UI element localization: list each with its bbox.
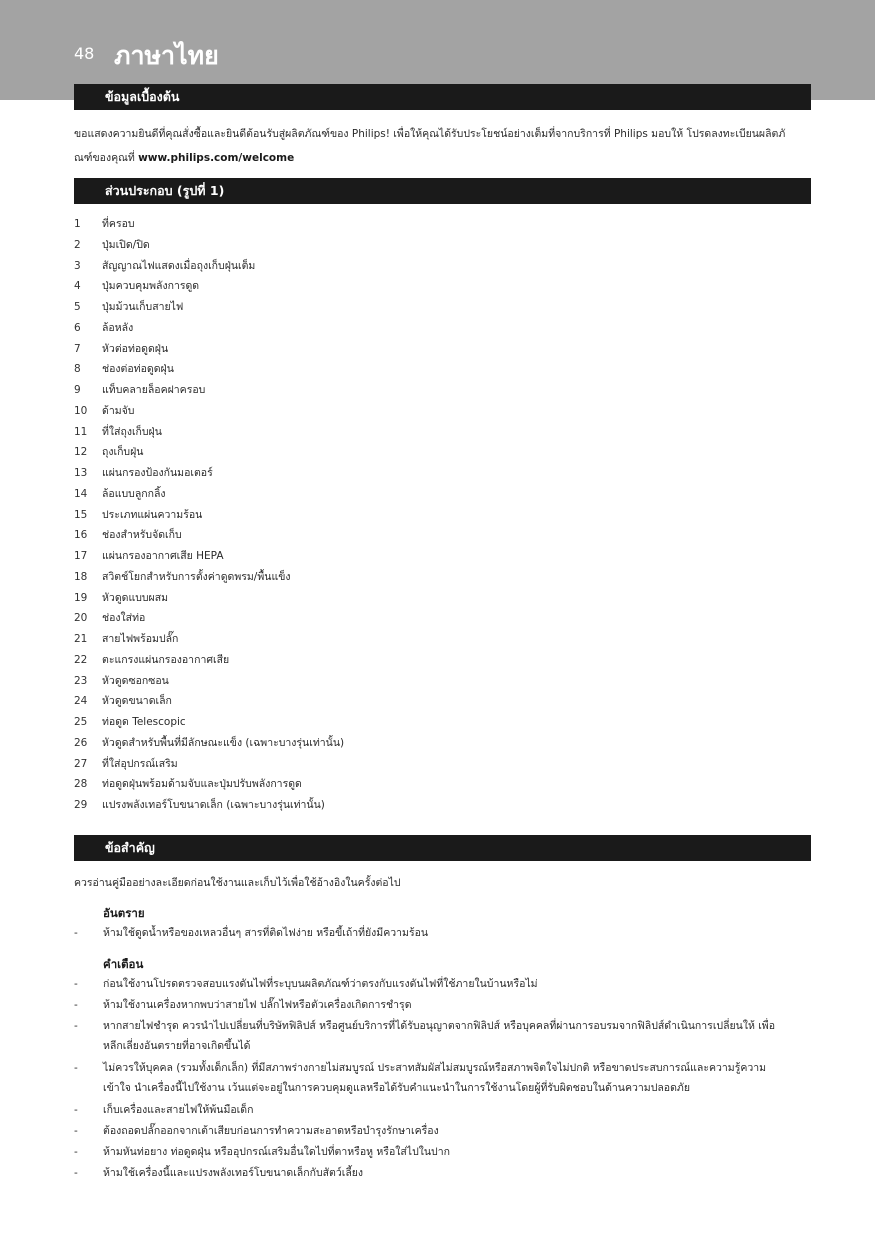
part-number: 7 — [74, 342, 81, 355]
bullet-dash: - — [74, 1146, 78, 1158]
part-label: ช่องสำหรับจัดเก็บ — [102, 529, 182, 542]
language-title: ภาษาไทย — [114, 41, 219, 70]
part-label: ที่ใส่ถุงเก็บฝุ่น — [102, 425, 162, 438]
bullet-item — [74, 995, 804, 1015]
bullet-text: ห้ามใช้งานเครื่องหากพบว่าสายไฟ ปลั๊กไฟหรือตัวเครื่องเกิดการชำรุด — [103, 999, 412, 1011]
intro-line-2-prefix: ณฑ์ของคุณที่ — [74, 152, 139, 164]
bullet-dash: - — [74, 1104, 78, 1116]
part-number: 11 — [74, 425, 88, 438]
bullet-text: เก็บเครื่องและสายไฟให้พ้นมือเด็ก — [103, 1104, 254, 1116]
part-number: 20 — [74, 612, 88, 625]
bullet-dash: - — [74, 1125, 78, 1137]
part-label: แผ่นกรองป้องกันมอเตอร์ — [102, 467, 213, 479]
bullet-dash: - — [74, 927, 78, 939]
part-item — [74, 318, 774, 339]
part-number: 15 — [74, 508, 88, 521]
part-label: หัวต่อท่อดูดฝุ่น — [102, 342, 169, 355]
bullet-item — [74, 1142, 804, 1162]
part-number: 25 — [74, 716, 88, 728]
welcome-url[interactable]: www.philips.com/welcome — [138, 152, 295, 164]
part-number: 1 — [74, 218, 81, 230]
part-item — [74, 774, 774, 795]
part-item — [74, 608, 774, 629]
warning-heading: คำเตือน — [103, 957, 144, 971]
section-heading-parts: ส่วนประกอบ (รูปที่ 1) — [74, 178, 811, 204]
part-label: แผ่นกรองอากาศเสีย HEPA — [102, 550, 224, 562]
part-item — [74, 401, 774, 422]
part-number: 8 — [74, 363, 81, 376]
part-label: ท่อดูด Telescopic — [102, 716, 186, 728]
part-number: 9 — [74, 384, 81, 396]
bullet-dash: - — [74, 1167, 78, 1179]
part-label: ปุ่มม้วนเก็บสายไฟ — [102, 301, 184, 313]
bullet-item — [74, 974, 804, 994]
part-label: สายไฟพร้อมปลั๊ก — [102, 633, 179, 645]
bullet-text: ห้ามใช้ดูดน้ำหรือของเหลวอื่นๆ สารที่ติดไฟง่าย หรือขี้เถ้าที่ยังมีความร้อน — [103, 927, 429, 939]
part-number: 13 — [74, 467, 88, 479]
part-label: หัวดูดแบบผสม — [102, 591, 169, 604]
part-label: ด้ามจับ — [102, 404, 135, 417]
bullet-item — [74, 1058, 804, 1098]
part-number: 3 — [74, 259, 81, 272]
part-number: 18 — [74, 570, 88, 583]
part-label: ปุ่มเปิด/ปิด — [102, 238, 150, 251]
part-item — [74, 276, 774, 297]
part-number: 2 — [74, 238, 81, 251]
bullet-item — [74, 923, 804, 943]
part-item — [74, 671, 774, 692]
part-item — [74, 795, 774, 816]
part-item — [74, 339, 774, 360]
part-number: 27 — [74, 757, 88, 770]
part-number: 14 — [74, 487, 88, 500]
part-number: 21 — [74, 633, 88, 645]
bullet-text: ไม่ควรให้บุคคล (รวมทั้งเด็กเล็ก) ที่มีสภาพร่างกายไม่สมบูรณ์ ประสาทสัมผัสไม่สมบูรณ์หรือสภาพจิตใจไม่ปกติ หรือขาดประสบการณ์และความรู้ความ — [103, 1062, 767, 1074]
part-number: 28 — [74, 778, 88, 791]
danger-heading: อันตราย — [103, 906, 145, 920]
part-label: สัญญาณไฟแสดงเมื่อถุงเก็บฝุ่นเต็ม — [102, 259, 256, 272]
section-heading-intro: ข้อมูลเบื้องต้น — [74, 84, 811, 110]
part-label: ล้อหลัง — [102, 321, 134, 334]
part-label: สวิตช์โยกสำหรับการตั้งค่าดูดพรม/พื้นแข็ง — [102, 570, 291, 583]
part-label: ที่ครอบ — [102, 218, 135, 230]
parts-list — [74, 214, 774, 816]
intro-paragraph — [74, 122, 804, 170]
part-label: แท็บคลายล็อคฝาครอบ — [102, 384, 206, 396]
part-item — [74, 359, 774, 380]
bullet-text: ห้ามหันท่อยาง ท่อดูดฝุ่น หรืออุปกรณ์เสริมอื่นใดไปที่ตาหรือหู หรือใส่ไปในปาก — [103, 1146, 450, 1158]
part-item — [74, 484, 774, 505]
part-item — [74, 588, 774, 609]
part-number: 26 — [74, 736, 88, 749]
section-heading-important: ข้อสำคัญ — [74, 835, 811, 861]
part-item — [74, 442, 774, 463]
part-item — [74, 235, 774, 256]
part-label: ที่ใส่อุปกรณ์เสริม — [102, 757, 178, 770]
part-item — [74, 650, 774, 671]
bullet-text: หากสายไฟชำรุด ควรนำไปเปลี่ยนที่บริษัทฟิลิปส์ หรือศูนย์บริการที่ได้รับอนุญาตจากฟิลิปส์ หรือบุคคลที่ผ่านการอบรมจากฟิลิปส์ดำเนินการเปลี่ยนให้ เพื่อ — [103, 1020, 776, 1032]
part-number: 4 — [74, 280, 81, 293]
part-number: 19 — [74, 591, 88, 604]
part-number: 6 — [74, 321, 81, 334]
part-item — [74, 214, 774, 235]
part-item — [74, 463, 774, 484]
intro-line-2 — [74, 146, 804, 170]
bullet-text: เข้าใจ นำเครื่องนี้ไปใช้งาน เว้นแต่จะอยู่ในการควบคุมดูแลหรือได้รับคำแนะนำในการใช้งานโดยผู้ที่รับผิดชอบในด้านความปลอดภัย — [103, 1082, 690, 1094]
part-label: ท่อดูดฝุ่นพร้อมด้ามจับและปุ่มปรับพลังการดูด — [102, 778, 302, 791]
bullet-dash: - — [74, 999, 78, 1011]
part-item — [74, 380, 774, 401]
important-intro: ควรอ่านคู่มืออย่างละเอียดก่อนใช้งานและเก็บไว้เพื่อใช้อ้างอิงในครั้งต่อไป — [74, 877, 401, 889]
part-label: ช่องใส่ท่อ — [102, 612, 146, 625]
bullet-item — [74, 1100, 804, 1120]
bullet-text: ห้ามใช้เครื่องนี้และแปรงพลังเทอร์โบขนาดเล็กกับสัตว์เลี้ยง — [103, 1167, 364, 1179]
part-label: ช่องต่อท่อดูดฝุ่น — [102, 363, 174, 376]
part-item — [74, 505, 774, 526]
bullet-text: หลีกเลี่ยงอันตรายที่อาจเกิดขึ้นได้ — [103, 1040, 251, 1052]
bullet-dash: - — [74, 1020, 78, 1032]
part-item — [74, 754, 774, 775]
intro-line-1: ขอแสดงความยินดีที่คุณสั่งซื้อและยินดีต้อนรับสู่ผลิตภัณฑ์ของ Philips! เพื่อให้คุณได้รับประโยชน์อย่างเต็มที่จากบริการที่ Philips มอบให้ โปรดลงทะเบียนผลิตภั — [74, 128, 786, 140]
part-label: ตะแกรงแผ่นกรองอากาศเสีย — [102, 653, 230, 666]
part-item — [74, 525, 774, 546]
part-label: หัวดูดขนาดเล็ก — [102, 695, 172, 708]
bullet-text: ต้องถอดปลั๊กออกจากเต้าเสียบก่อนการทำความสะอาดหรือบำรุงรักษาเครื่อง — [103, 1125, 439, 1137]
part-label: ปุ่มควบคุมพลังการดูด — [102, 280, 200, 293]
part-number: 24 — [74, 695, 88, 708]
part-label: ถุงเก็บฝุ่น — [102, 446, 144, 459]
bullet-item — [74, 1163, 804, 1183]
part-number: 5 — [74, 301, 81, 313]
part-label: หัวดูดซอกซอน — [102, 674, 169, 687]
part-item — [74, 567, 774, 588]
part-item — [74, 712, 774, 733]
part-number: 29 — [74, 799, 88, 811]
part-number: 10 — [74, 404, 88, 417]
part-label: ประเภทแผ่นความร้อน — [102, 508, 203, 521]
part-item — [74, 546, 774, 567]
bullet-text: ก่อนใช้งานโปรดตรวจสอบแรงดันไฟที่ระบุบนผลิตภัณฑ์ว่าตรงกับแรงดันไฟที่ใช้ภายในบ้านหรือไม่ — [103, 978, 538, 990]
part-item — [74, 256, 774, 277]
part-item — [74, 691, 774, 712]
bullet-item — [74, 1121, 804, 1141]
page-number: 48 — [74, 44, 95, 63]
part-number: 23 — [74, 674, 88, 687]
bullet-dash: - — [74, 978, 78, 990]
part-label: ล้อแบบลูกกลิ้ง — [102, 487, 166, 500]
part-number: 16 — [74, 529, 88, 542]
part-label: หัวดูดสำหรับพื้นที่มีลักษณะแข็ง (เฉพาะบางรุ่นเท่านั้น) — [102, 736, 345, 749]
part-number: 17 — [74, 550, 88, 562]
part-number: 12 — [74, 446, 88, 459]
part-label: แปรงพลังเทอร์โบขนาดเล็ก (เฉพาะบางรุ่นเท่านั้น) — [102, 799, 325, 811]
part-item — [74, 297, 774, 318]
part-number: 22 — [74, 653, 88, 666]
part-item — [74, 733, 774, 754]
part-item — [74, 422, 774, 443]
part-item — [74, 629, 774, 650]
bullet-item — [74, 1016, 804, 1056]
bullet-dash: - — [74, 1062, 78, 1074]
